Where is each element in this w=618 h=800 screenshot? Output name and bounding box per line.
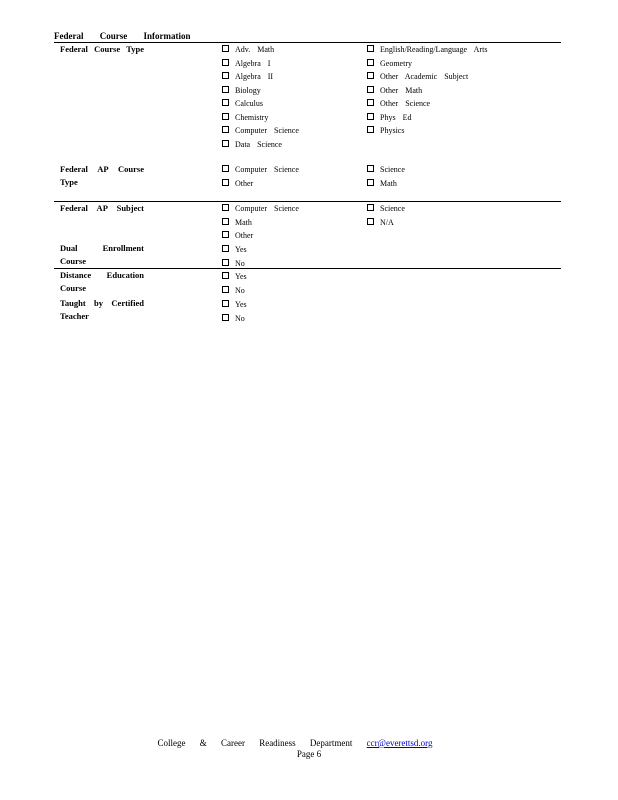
checkbox-icon[interactable] [367,99,374,106]
checkbox-option[interactable] [367,70,487,84]
options-course-type-col2 [367,43,487,138]
options-distance-education [222,270,247,297]
checkbox-icon[interactable] [222,126,229,133]
checkbox-label: Adv. Math [235,45,275,54]
checkbox-option[interactable] [222,138,299,152]
checkbox-option[interactable] [222,270,247,284]
checkbox-option[interactable] [367,216,405,230]
checkbox-icon[interactable] [222,165,229,172]
checkbox-option[interactable] [367,177,405,191]
checkbox-icon[interactable] [222,300,229,307]
checkbox-option[interactable] [367,202,405,216]
checkbox-option[interactable] [367,84,487,98]
checkbox-option[interactable] [222,97,299,111]
checkbox-icon[interactable] [222,245,229,252]
checkbox-option[interactable] [222,216,299,230]
checkbox-label: Phys Ed [380,112,412,122]
checkbox-label: Science [380,165,405,174]
checkbox-option[interactable] [222,43,299,57]
checkbox-option[interactable] [367,97,487,111]
checkbox-icon[interactable] [222,45,229,52]
checkbox-icon[interactable] [367,59,374,66]
checkbox-option[interactable] [222,163,299,177]
checkbox-option[interactable] [222,177,299,191]
checkbox-icon[interactable] [222,72,229,79]
checkbox-icon[interactable] [367,45,374,52]
checkbox-icon[interactable] [367,72,374,79]
checkbox-label: Other Science [380,99,431,108]
checkbox-label: Other [235,231,254,240]
checkbox-option[interactable] [367,111,487,125]
checkbox-icon[interactable] [222,286,229,293]
checkbox-label: Math [380,178,397,188]
checkbox-icon[interactable] [222,86,229,93]
label-distance-education: Distance Education Course [60,270,144,293]
options-ap-subject-col2 [367,202,405,229]
checkbox-icon[interactable] [367,126,374,133]
options-ap-course-type-col1 [222,163,299,190]
checkbox-label: Science [380,204,405,213]
section-title: Federal Course Information [54,31,191,41]
checkbox-label: Algebra I [235,58,271,68]
checkbox-label: No [235,258,245,268]
checkbox-label: Other [235,178,254,188]
checkbox-option[interactable] [367,163,405,177]
checkbox-option[interactable] [367,43,487,57]
checkbox-icon[interactable] [222,218,229,225]
footer-department: College & Career Readiness Department [157,738,353,748]
checkbox-icon[interactable] [367,218,374,225]
checkbox-option[interactable] [222,284,247,298]
checkbox-label: N/A [380,217,394,227]
checkbox-option[interactable] [222,312,247,326]
checkbox-label: Physics [380,126,405,135]
checkbox-label: Computer Science [235,204,299,213]
checkbox-label: Math [235,217,252,227]
page-number: Page 6 [296,749,322,759]
checkbox-label: Yes [235,245,247,254]
checkbox-label: No [235,313,245,323]
checkbox-option[interactable] [222,111,299,125]
checkbox-label: Other Math [380,85,423,95]
checkbox-label: No [235,285,245,295]
checkbox-option[interactable] [367,124,487,138]
checkbox-label: Algebra II [235,72,274,81]
checkbox-icon[interactable] [222,113,229,120]
page-footer [0,738,618,760]
checkbox-icon[interactable] [367,165,374,172]
checkbox-icon[interactable] [222,204,229,211]
options-ap-subject-col1 [222,202,299,243]
checkbox-icon[interactable] [222,272,229,279]
checkbox-icon[interactable] [222,259,229,266]
checkbox-label: Yes [235,272,247,281]
label-ap-course-type: Federal AP Course Type [60,164,144,187]
checkbox-label: Computer Science [235,126,299,135]
checkbox-option[interactable] [222,298,247,312]
checkbox-option[interactable] [222,243,247,257]
checkbox-label: Computer Science [235,165,299,174]
checkbox-icon[interactable] [222,314,229,321]
checkbox-label: Geometry [380,58,412,68]
checkbox-option[interactable] [222,202,299,216]
options-course-type-col1 [222,43,299,151]
checkbox-option[interactable] [222,229,299,243]
checkbox-label: Chemistry [235,112,269,122]
checkbox-label: Yes [235,300,247,309]
label-course-type: Federal Course Type [60,44,144,54]
checkbox-icon[interactable] [367,179,374,186]
checkbox-label: Other Academic Subject [380,72,469,81]
label-dual-enrollment: Dual Enrollment Course [60,243,144,266]
checkbox-icon[interactable] [222,99,229,106]
checkbox-icon[interactable] [367,204,374,211]
checkbox-icon[interactable] [222,59,229,66]
checkbox-icon[interactable] [367,86,374,93]
checkbox-icon[interactable] [222,140,229,147]
checkbox-option[interactable] [222,124,299,138]
checkbox-icon[interactable] [367,113,374,120]
options-dual-enrollment [222,243,247,270]
checkbox-option[interactable] [222,84,299,98]
checkbox-label: Biology [235,85,261,95]
options-ap-course-type-col2 [367,163,405,190]
checkbox-label: Calculus [235,99,263,108]
options-certified-teacher [222,298,247,325]
checkbox-option[interactable] [222,57,299,71]
checkbox-option[interactable] [222,70,299,84]
checkbox-label: Data Science [235,139,282,149]
checkbox-option[interactable] [367,57,487,71]
label-ap-subject: Federal AP Subject [60,203,144,213]
checkbox-label: English/Reading/Language Arts [380,45,488,54]
checkbox-icon[interactable] [222,231,229,238]
footer-email-link[interactable]: ccr@everettsd.org [366,738,433,748]
checkbox-icon[interactable] [222,179,229,186]
label-certified-teacher: Taught by Certified Teacher [60,298,144,321]
